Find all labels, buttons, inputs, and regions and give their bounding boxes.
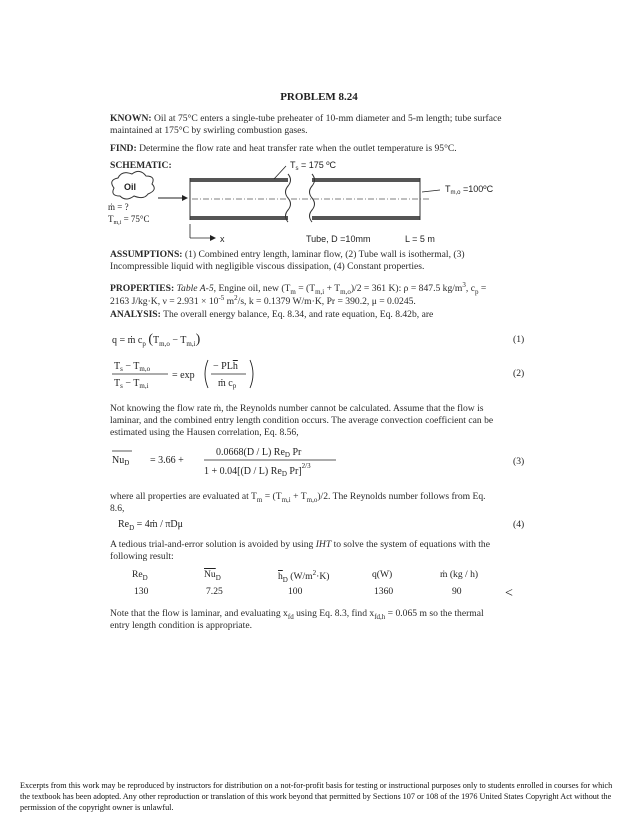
equation-3 <box>108 442 368 480</box>
svg-text:Ts − Tm,o: $T_s - T_{m,o}$ <box>114 361 151 373</box>
x-axis-label: x <box>220 234 225 244</box>
paragraph-1-line2: laminar, and the combined entry length condition occurs. The average convection coefficient can be <box>110 415 494 426</box>
oil-label: Oil <box>124 182 137 192</box>
assumptions-label: ASSUMPTIONS: <box>110 249 183 260</box>
properties-label: PROPERTIES: <box>110 283 175 295</box>
analysis-label: ANALYSIS: <box>110 309 161 320</box>
known-line2: maintained at 175°C by swirling combustion gases. <box>110 125 308 136</box>
svg-text:1 + 0.04[(D / L) ReD Pr]2/3: 1 + 0.04[(D / L) $Re_D$ Pr]$^{2/3}$ <box>204 462 311 478</box>
mdot-label: ṁ = ? <box>108 202 129 212</box>
result-header-re: $Re_D$ <box>132 569 148 582</box>
tmo-label: $T_{m,o}$ =100ºC <box>445 184 494 196</box>
svg-text:= 3.66 +: = 3.66 + <box>150 455 184 466</box>
schematic-label: SCHEMATIC: <box>110 160 172 171</box>
copyright-footer: Excerpts from this work may be reproduced by instructors for distribution on a not-for-profit basis for testing or instructional purposes only to students enrolled in courses for which the textbook has been adopted. Any other reproduction or translation of this work beyond that permitted by Sections 107 or 108 of the 1976 United States Copyright Act without the permission of the copyright owner is unlawful. <box>20 781 613 813</box>
equation-2-number: (2) <box>513 368 525 379</box>
result-header-mdot: ṁ (kg / h) <box>440 569 479 580</box>
assumptions-line2: Incompressible liquid with negligible viscous dissipation, (4) Constant properties. <box>110 261 425 272</box>
properties-table: Table A-5 <box>176 283 214 295</box>
paragraph-3-line2: following result: <box>110 551 174 562</box>
result-check-mark: < <box>505 586 513 601</box>
result-header-h: $\overline{h}_D$ $(W/m^2\cdot K)$ <box>278 569 330 585</box>
tube-wall-bottom-left <box>190 216 288 220</box>
paragraph-2-line2: 8.6, <box>110 503 125 514</box>
paragraph-1-line1: Not knowing the flow rate ṁ, the Reynolds number cannot be calculated. Assume that the flow is <box>110 403 484 414</box>
assumptions-line1 <box>110 249 465 261</box>
result-value-re: 130 <box>134 586 149 597</box>
result-value-mdot: 90 <box>452 586 462 597</box>
known-label: KNOWN: <box>110 113 152 124</box>
paragraph-3-line1: A tedious trial-and-error solution is avoided by using IHT to solve the system of equations with the <box>110 539 490 550</box>
problem-title: PROBLEM 8.24 <box>280 91 358 103</box>
find-text: Determine the flow rate and heat transfer rate when the outlet temperature is 95°C. <box>139 143 457 154</box>
result-value-q: 1360 <box>374 586 394 597</box>
paragraph-4-line1: Note that the flow is laminar, and evaluating $x_{fd}$ using Eq. 8.3, find $x_{fd,h} = 0.065$ m so the thermal <box>110 608 484 621</box>
svg-text:= exp: = exp <box>172 370 195 381</box>
assumptions-text1: (1) Combined entry length, laminar flow, (2) Tube wall is isothermal, (3) <box>184 249 465 260</box>
tube-label: Tube, D =10mm <box>306 234 371 244</box>
schematic-figure <box>100 158 560 250</box>
svg-text:− PLh: − PLh <box>213 361 238 372</box>
equation-3-number: (3) <box>513 456 525 467</box>
svg-text:Ts − Tm,i: $T_s - T_{m,i}$ <box>114 378 149 390</box>
find-line <box>110 143 457 155</box>
length-label: L = 5 m <box>405 234 435 244</box>
analysis-line1 <box>110 309 433 321</box>
equation-1-number: (1) <box>513 334 525 345</box>
known-line1 <box>110 113 501 125</box>
svg-text:ṁ cp: ṁ $c_p$ <box>218 378 237 390</box>
equation-4-number: (4) <box>513 519 525 530</box>
ts-label: $T_s = 175$ ºC <box>290 160 337 172</box>
properties-line2: 2163 J/kg·K, $\nu = 2.931 \times 10^{-5}$ $m^2/s$, k = 0.1379 W/m·K, Pr = 390.2, μ = 0.0245. <box>110 294 416 308</box>
tube-wall-bottom-right <box>312 216 420 220</box>
tube-wall-top-right <box>312 178 420 182</box>
result-value-h: 100 <box>288 586 303 597</box>
known-text1: Oil at 75°C enters a single-tube preheater of 10-mm diameter and 5-m length; tube surface <box>153 113 502 124</box>
paragraph-1-line3: estimated using the Hausen correlation, Eq. 8.56, <box>110 427 299 438</box>
equation-2 <box>110 356 280 392</box>
svg-text:0.0668(D / L) ReD Pr: 0.0668(D / L) $Re_D$ Pr <box>216 447 302 459</box>
svg-text:NuD: $Nu_D$ <box>112 455 130 467</box>
result-header-nu: $\overline{Nu}_D$ <box>204 569 221 582</box>
paragraph-2-line1: where all properties are evaluated at $T_m = (T_{m,i} + T_{m,o})/2$. The Reynolds number follows from Eq. <box>110 491 486 504</box>
equation-4: $Re_D$ = 4ṁ / πDμ <box>118 519 183 532</box>
properties-line1: PROPERTIES: Table A-5, Engine oil, new ($T_m = (T_{m,i} + T_{m,o})/2 = 361$ K): ρ = 847.5 $kg/m^3$, $c_p$ = <box>110 281 487 297</box>
result-header-q: q(W) <box>372 569 393 580</box>
find-label: FIND: <box>110 143 137 154</box>
tmi-label: $T_{m,i} = 75^\circ C$ <box>108 214 150 226</box>
analysis-text: The overall energy balance, Eq. 8.34, and rate equation, Eq. 8.42b, are <box>163 309 434 320</box>
paragraph-4-line2: entry length condition is appropriate. <box>110 620 253 631</box>
tube-wall-top-left <box>190 178 288 182</box>
result-value-nu: 7.25 <box>206 586 223 597</box>
equation-1: q = ṁ $c_p$ $(T_{m,o} - T_{m,i})$ <box>112 332 201 348</box>
